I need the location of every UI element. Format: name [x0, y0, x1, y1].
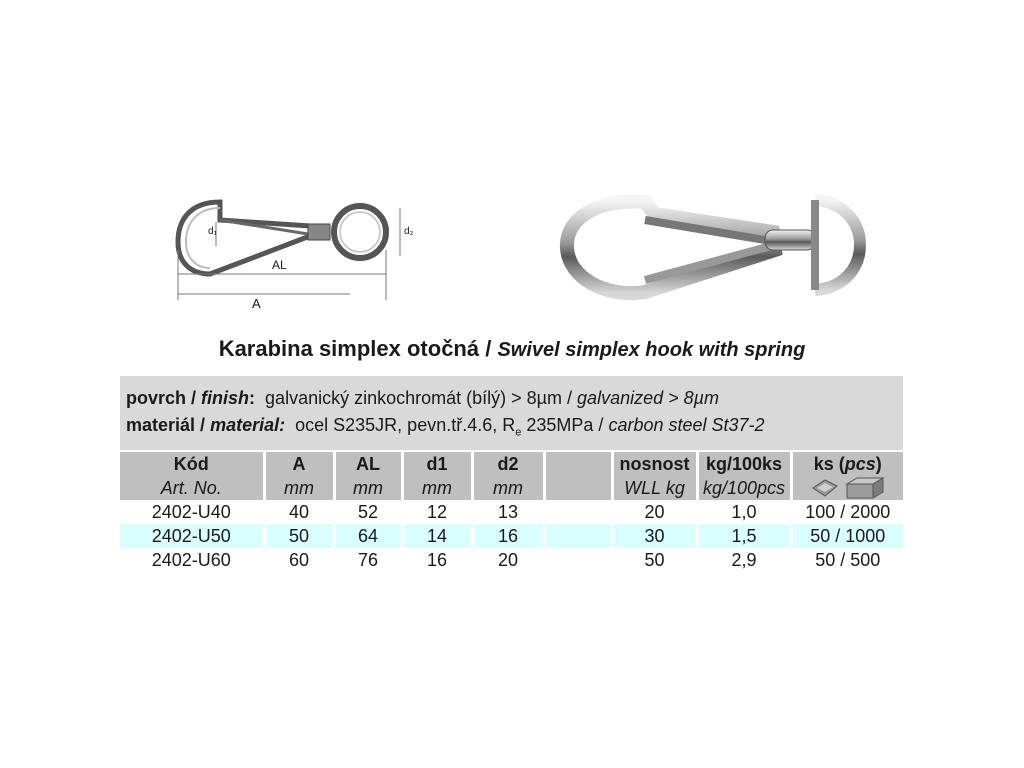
header-row	[120, 452, 903, 476]
cell-empty	[544, 548, 612, 572]
product-photo	[535, 180, 875, 320]
table-row	[120, 548, 903, 572]
title-cz: Karabina simplex otočná /	[218, 336, 492, 361]
header-pcs-text: ks (	[813, 453, 845, 474]
cell-d2: 16	[472, 524, 544, 548]
cell-load: 50	[612, 548, 697, 572]
cell-al: 64	[334, 524, 402, 548]
material-value-en: carbon steel St37-2	[608, 415, 765, 435]
header-a: A	[264, 452, 334, 476]
table-row	[120, 524, 903, 548]
header-pcs-end: )	[875, 453, 882, 474]
finish-value-en: galvanized > 8µm	[577, 388, 719, 408]
cell-weight: 1,0	[697, 500, 791, 524]
cell-d1: 12	[402, 500, 472, 524]
box-icon	[845, 476, 885, 500]
specs-box	[120, 376, 903, 450]
header-pcs-italic: pcs	[844, 453, 876, 474]
cell-a: 40	[264, 500, 334, 524]
cell-al: 52	[334, 500, 402, 524]
cell-weight: 2,9	[697, 548, 791, 572]
cell-load: 30	[612, 524, 697, 548]
al-label: AL	[272, 258, 287, 272]
hook-drawing-icon	[160, 190, 420, 320]
finish-label-en: finish	[201, 388, 250, 408]
header-code: Kód	[120, 452, 264, 476]
material-sub: e	[515, 426, 522, 439]
technical-drawing	[160, 190, 420, 320]
cell-d2: 13	[472, 500, 544, 524]
sub-a-unit: mm	[264, 476, 334, 500]
subheader-row	[120, 476, 903, 500]
cell-empty	[544, 524, 612, 548]
cell-weight: 1,5	[697, 524, 791, 548]
header-d1: d1	[402, 452, 472, 476]
header-d2: d2	[472, 452, 544, 476]
sub-empty	[544, 476, 612, 500]
material-value-cz: ocel S235JR, pevn.tř.4.6, R	[295, 415, 516, 435]
a-label: A	[252, 296, 261, 311]
sub-al-unit: mm	[334, 476, 402, 500]
product-table	[120, 452, 903, 572]
header-pcs	[791, 452, 903, 476]
cell-pcs: 100 / 2000	[805, 501, 891, 522]
sub-wll: WLL kg	[612, 476, 697, 500]
cell-a: 60	[264, 548, 334, 572]
header-empty	[544, 452, 612, 476]
sub-art-no: Art. No.	[120, 476, 264, 500]
finish-colon: :	[249, 388, 256, 408]
header-weight: kg/100ks	[697, 452, 791, 476]
cell-code: 2402-U50	[120, 524, 264, 548]
cell-code: 2402-U40	[120, 500, 264, 524]
material-line	[126, 415, 765, 439]
cell-d1: 16	[402, 548, 472, 572]
cell-code: 2402-U60	[120, 548, 264, 572]
d2-label: d₂	[404, 226, 414, 237]
table-row	[120, 500, 903, 524]
sub-d1-unit: mm	[402, 476, 472, 500]
cell-d1: 14	[402, 524, 472, 548]
cell-a: 50	[264, 524, 334, 548]
material-label-cz: materiál /	[126, 415, 206, 435]
finish-line	[126, 388, 719, 409]
cell-pcs: 50 / 1000	[791, 524, 903, 548]
sub-pcs-icons	[791, 476, 903, 500]
title-en: Swivel simplex hook with spring	[497, 339, 806, 361]
cell-al: 76	[334, 548, 402, 572]
finish-value-cz: galvanický zinkochromát (bílý) > 8µm /	[265, 388, 573, 408]
cell-pcs: 50 / 500	[815, 549, 881, 570]
cell-empty	[544, 500, 612, 524]
sub-weight: kg/100pcs	[697, 476, 791, 500]
material-value-cz2: 235MPa /	[526, 415, 604, 435]
swivel-hook-icon	[535, 180, 875, 320]
header-load: nosnost	[612, 452, 697, 476]
small-package-icon	[811, 478, 839, 500]
finish-label-cz: povrch /	[126, 388, 197, 408]
header-al: AL	[334, 452, 402, 476]
product-title	[0, 336, 1024, 362]
cell-load: 20	[612, 500, 697, 524]
sub-d2-unit: mm	[472, 476, 544, 500]
material-label-en: material:	[210, 415, 286, 435]
cell-d2: 20	[472, 548, 544, 572]
d1-label: d₁	[208, 226, 217, 237]
